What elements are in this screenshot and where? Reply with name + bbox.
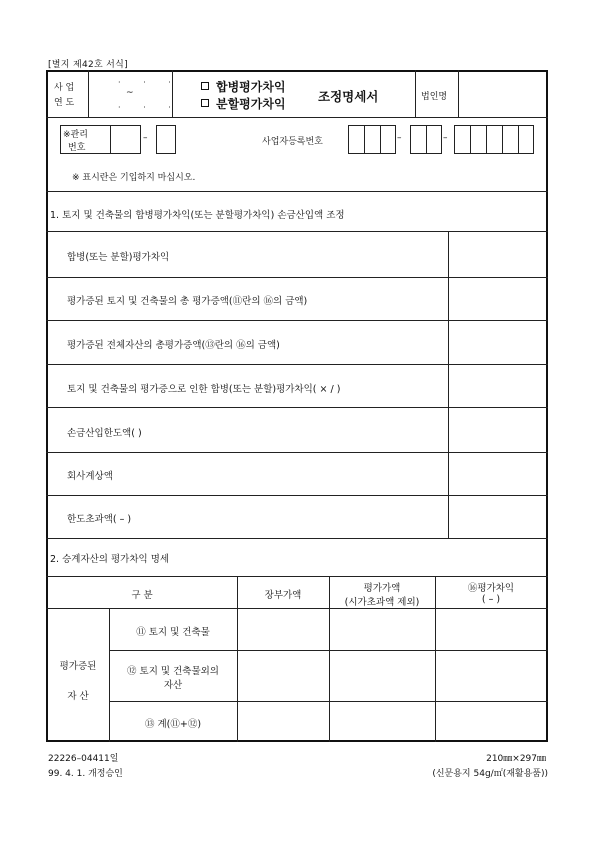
reg-number-part-1[interactable] [348,125,396,154]
s1-amount-input[interactable] [449,278,546,319]
reg-dash-1: – [397,133,402,143]
s1-row-land-increase: 평가증된 토지 및 건축물의 총 평가증액(⑪란의 ⑯의 금액) [67,296,308,307]
year-divider [88,70,89,117]
reg-cell-divider [364,125,365,154]
s1-amount-input[interactable] [449,408,546,451]
business-year-label-2: 연 도 [54,98,75,108]
reg-cell-divider [502,125,503,154]
s1-amount-input[interactable] [449,453,546,494]
mgmt-label-1: ※관리 [63,130,88,140]
reg-number-label: 사업자등록번호 [262,137,323,147]
s1-row-land-gain: 토지 및 건축물의 평가증으로 인한 합병(또는 분할)평가차익( × / ) [67,384,341,395]
s2-col-eval-2: (시가초과액 제외) [344,597,420,608]
mgmt-number-input-1[interactable] [110,125,141,154]
year-tilde: ~ [126,88,134,98]
s1-amount-input[interactable] [449,365,546,406]
form-title: 조정명세서 [318,89,379,104]
footer-paper: (신문용지 54g/㎡(재활용품)) [432,769,548,779]
year-start-dots: · · · [118,78,181,87]
s2-diff-input[interactable] [436,609,546,649]
s1-row-total-increase: 평가증된 전체자산의 총평가증액(⑬란의 ⑯의 금액) [67,340,280,351]
section1-bottom [46,538,548,539]
footer-size: 210㎜×297㎜ [486,754,546,764]
mgmt-divider [46,191,548,192]
s1-row-company-amount: 회사계상액 [67,471,113,482]
s1-amount-input[interactable] [449,232,546,276]
s1-row-merger-gain: 합병(또는 분할)평가차익 [67,252,170,263]
business-year-label-1: 사 업 [54,83,75,93]
corp-name-label: 법인명 [421,92,448,102]
reg-cell-divider [426,125,427,154]
mgmt-dash: – [143,133,148,143]
s2-row-other-2: 자산 [163,680,183,691]
s2-col-eval-1: 평가가액 [363,583,401,594]
s1-row-excess: 한도초과액( – ) [67,514,132,525]
corpname-divider [458,70,459,117]
reg-cell-divider [470,125,471,154]
reg-cell-divider [380,125,381,154]
s2-diff-input[interactable] [436,702,546,740]
footer-code: 22226–04411일 [48,754,119,764]
reg-dash-2: – [443,133,448,143]
merger-checkbox[interactable] [201,82,209,90]
s2-eval-input[interactable] [330,651,434,700]
s1-row-deduct-limit: 손금산입한도액( ) [67,428,142,439]
s1-amount-input[interactable] [449,321,546,363]
s2-book-input[interactable] [238,702,328,740]
s2-book-input[interactable] [238,651,328,700]
footer-date: 99. 4. 1. 개정승인 [48,769,123,779]
mgmt-number-input-2[interactable] [156,125,176,154]
s2-col-gubun: 구 분 [131,590,153,601]
s2-diff-input[interactable] [436,651,546,700]
s2-book-input[interactable] [238,609,328,649]
s1-amount-input[interactable] [449,496,546,537]
s2-col-diff-1: ⑯평가차익 [467,583,515,594]
s2-row-other-1: ⑫ 토지 및 건축물외의 [127,666,219,677]
mgmt-note: ※ 표시란은 기입하지 마십시오. [72,173,196,183]
s2-row-land: ⑪ 토지 및 건축물 [136,627,210,638]
s2-eval-input[interactable] [330,609,434,649]
section1-title: 1. 토지 및 건축물의 합병평가차익(또는 분할평가차익) 손금산입액 조정 [50,210,345,221]
s2-group-label-1: 평가증된 [59,661,97,672]
mgmt-label-2: 번호 [68,143,86,153]
title-divider-right [415,70,416,117]
option-split: 분할평가차익 [216,97,286,111]
option-merger: 합병평가차익 [216,80,286,94]
reg-number-part-3[interactable] [454,125,534,154]
s2-group-label-2: 자 산 [67,691,89,702]
s2-col-diff-2: ( – ) [481,594,501,605]
split-checkbox[interactable] [201,99,209,107]
reg-cell-divider [486,125,487,154]
s2-row-total: ⑬ 계(⑪+⑫) [144,719,202,730]
reg-cell-divider [518,125,519,154]
s2-col-book: 장부가액 [264,590,302,601]
header-divider [46,117,548,118]
section2-header-top [46,576,548,577]
s2-eval-input[interactable] [330,702,434,740]
section2-title: 2. 승계자산의 평가차익 명세 [50,554,170,565]
year-end-dots: · · · [118,103,181,112]
form-label: [별지 제42호 서식] [48,60,128,70]
